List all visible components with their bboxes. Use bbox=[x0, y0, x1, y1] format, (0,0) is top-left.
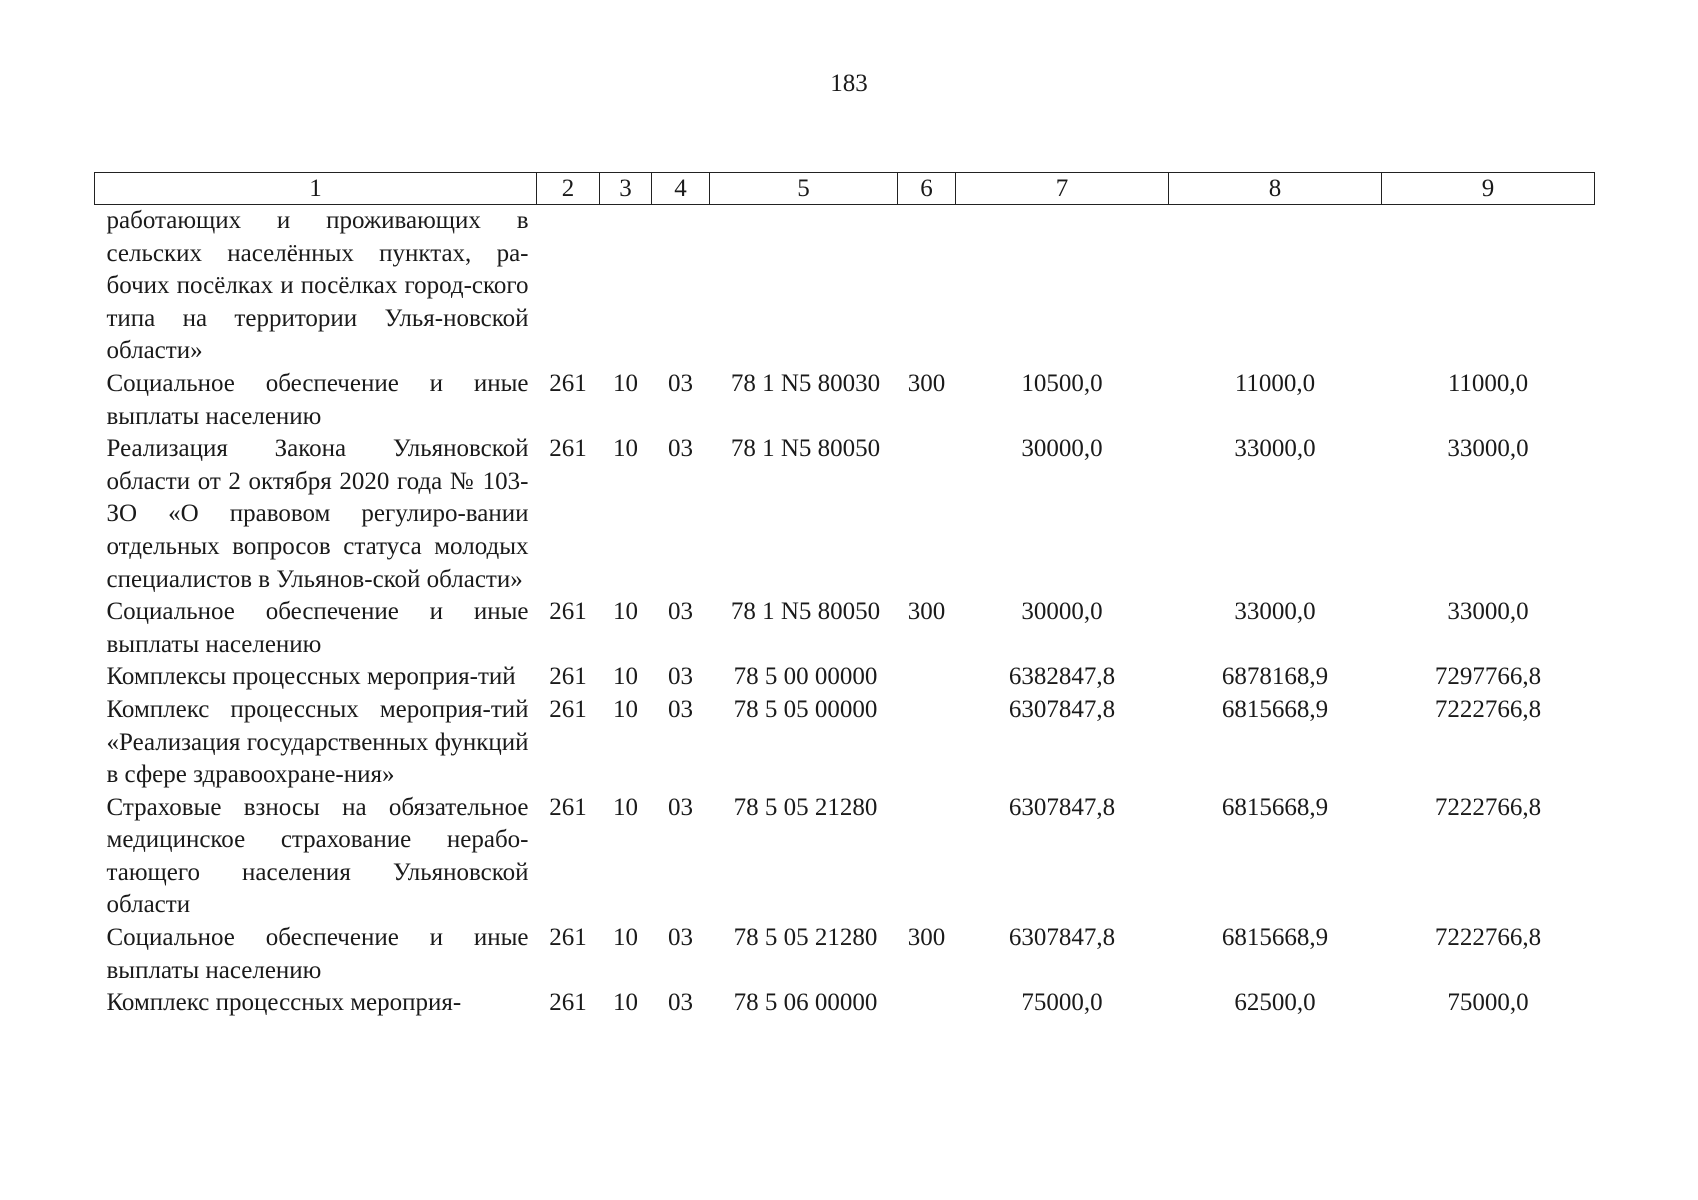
row-amount-8: 11000,0 bbox=[1234, 369, 1316, 397]
row-amount-9: 75000,0 bbox=[1447, 989, 1529, 1017]
row-expense-type bbox=[898, 987, 956, 1020]
row-section: 10 bbox=[613, 989, 638, 1017]
row-amount-8: 6815668,9 bbox=[1221, 793, 1329, 821]
column-header-4: 4 bbox=[652, 173, 710, 205]
row-name: Комплекс процессных мероприя-тий «Реализация государственных функций в сфере здравоохране-ния» bbox=[106, 695, 529, 789]
row-subsection: 03 bbox=[668, 924, 693, 952]
row-subsection: 03 bbox=[668, 369, 693, 397]
row-amount-9: 33000,0 bbox=[1447, 435, 1529, 463]
table-row bbox=[95, 433, 1595, 596]
row-target-article: 78 5 05 21280 bbox=[733, 793, 878, 821]
row-name: Комплексы процессных мероприя-тий bbox=[106, 663, 516, 691]
row-amount-7: 75000,0 bbox=[1021, 989, 1103, 1017]
row-section bbox=[600, 205, 652, 368]
row-section: 10 bbox=[613, 598, 638, 626]
table-row bbox=[95, 661, 1595, 694]
row-amount-7: 6307847,8 bbox=[1008, 695, 1116, 723]
column-header-2: 2 bbox=[537, 173, 600, 205]
row-section: 10 bbox=[613, 435, 638, 463]
row-name: Социальное обеспечение и иные выплаты населению bbox=[106, 598, 529, 658]
row-subsection bbox=[652, 205, 710, 368]
row-amount-7: 30000,0 bbox=[1021, 598, 1103, 626]
row-amount-9: 7297766,8 bbox=[1434, 663, 1542, 691]
table-header-row bbox=[95, 173, 1595, 205]
row-amount-9 bbox=[1382, 205, 1595, 368]
row-amount-9: 7222766,8 bbox=[1434, 695, 1542, 723]
row-expense-type bbox=[898, 792, 956, 922]
row-amount-7: 30000,0 bbox=[1021, 435, 1103, 463]
column-header-1: 1 bbox=[95, 173, 537, 205]
row-name: Социальное обеспечение и иные выплаты населению bbox=[106, 369, 529, 430]
row-name: работающих и проживающих в сельских населённых пунктах, ра-бочих посёлках и посёлках город-ского типа на территории Улья-новской области» bbox=[106, 207, 529, 365]
row-target-article: 78 5 00 00000 bbox=[733, 663, 878, 691]
row-target-article: 78 1 N5 80030 bbox=[730, 369, 881, 397]
row-expense-type bbox=[898, 661, 956, 694]
row-subsection: 03 bbox=[668, 989, 693, 1017]
table-body bbox=[95, 205, 1595, 1020]
row-ministry-code bbox=[537, 205, 600, 368]
row-amount-8: 33000,0 bbox=[1234, 598, 1316, 626]
row-name: Социальное обеспечение и иные выплаты населению bbox=[106, 924, 529, 984]
row-amount-7: 10500,0 bbox=[1021, 369, 1103, 397]
column-header-5: 5 bbox=[710, 173, 898, 205]
row-ministry-code: 261 bbox=[549, 924, 587, 952]
row-subsection: 03 bbox=[668, 435, 693, 463]
table-row bbox=[95, 205, 1595, 368]
row-ministry-code: 261 bbox=[549, 435, 587, 463]
table-row bbox=[95, 922, 1595, 987]
row-ministry-code: 261 bbox=[549, 695, 587, 723]
row-target-article: 78 5 05 00000 bbox=[733, 695, 878, 723]
table-row bbox=[95, 694, 1595, 792]
row-amount-9: 33000,0 bbox=[1447, 598, 1529, 626]
column-header-9: 9 bbox=[1382, 173, 1595, 205]
row-expense-type bbox=[898, 205, 956, 368]
row-target-article: 78 1 N5 80050 bbox=[730, 435, 881, 463]
table-row bbox=[95, 987, 1595, 1020]
row-section: 10 bbox=[613, 793, 638, 821]
table-row bbox=[95, 596, 1595, 661]
row-subsection: 03 bbox=[668, 695, 693, 723]
row-expense-type: 300 bbox=[907, 924, 946, 952]
row-amount-8: 62500,0 bbox=[1234, 989, 1316, 1017]
row-ministry-code: 261 bbox=[549, 369, 587, 397]
row-amount-7: 6307847,8 bbox=[1008, 793, 1116, 821]
column-header-6: 6 bbox=[898, 173, 956, 205]
row-amount-8 bbox=[1169, 205, 1382, 368]
table-row bbox=[95, 368, 1595, 433]
column-header-3: 3 bbox=[600, 173, 652, 205]
row-ministry-code: 261 bbox=[549, 989, 587, 1017]
row-amount-8: 6815668,9 bbox=[1221, 695, 1329, 723]
row-amount-7: 6382847,8 bbox=[1008, 663, 1116, 691]
row-subsection: 03 bbox=[668, 598, 693, 626]
row-expense-type bbox=[898, 694, 956, 792]
row-amount-8: 33000,0 bbox=[1234, 435, 1316, 463]
row-amount-7 bbox=[956, 205, 1169, 368]
row-amount-9: 7222766,8 bbox=[1434, 924, 1542, 952]
row-target-article bbox=[710, 205, 898, 368]
row-target-article: 78 5 05 21280 bbox=[733, 924, 878, 952]
row-amount-8: 6815668,9 bbox=[1221, 924, 1329, 952]
row-expense-type: 300 bbox=[907, 369, 946, 397]
table-header bbox=[95, 173, 1595, 205]
page-number: 183 bbox=[830, 70, 868, 97]
row-amount-9: 11000,0 bbox=[1447, 369, 1529, 397]
row-section: 10 bbox=[613, 924, 638, 952]
row-amount-7: 6307847,8 bbox=[1008, 924, 1116, 952]
row-name: Реализация Закона Ульяновской области от 2 октября 2020 года № 103-ЗО «О правовом регулиро-вании отдельных вопросов статуса молодых специалистов в Ульянов-ской области» bbox=[106, 435, 529, 593]
row-subsection: 03 bbox=[668, 663, 693, 691]
row-section: 10 bbox=[613, 369, 638, 397]
row-amount-8: 6878168,9 bbox=[1221, 663, 1329, 691]
row-ministry-code: 261 bbox=[549, 793, 587, 821]
row-ministry-code: 261 bbox=[549, 598, 587, 626]
table-row bbox=[95, 792, 1595, 922]
row-name: Комплекс процессных мероприя- bbox=[106, 989, 462, 1017]
row-ministry-code: 261 bbox=[549, 663, 587, 691]
row-expense-type: 300 bbox=[907, 598, 946, 626]
row-amount-9: 7222766,8 bbox=[1434, 793, 1542, 821]
row-target-article: 78 5 06 00000 bbox=[733, 989, 878, 1017]
budget-table-container bbox=[94, 172, 1594, 1020]
budget-table bbox=[94, 172, 1595, 1020]
row-section: 10 bbox=[613, 663, 638, 691]
row-name: Страховые взносы на обязательное медицинское страхование нерабо-тающего населения Ульяновской области bbox=[106, 793, 529, 919]
column-header-7: 7 bbox=[956, 173, 1169, 205]
row-subsection: 03 bbox=[668, 793, 693, 821]
row-section: 10 bbox=[613, 695, 638, 723]
row-target-article: 78 1 N5 80050 bbox=[730, 598, 881, 626]
column-header-8: 8 bbox=[1169, 173, 1382, 205]
row-expense-type bbox=[898, 433, 956, 596]
